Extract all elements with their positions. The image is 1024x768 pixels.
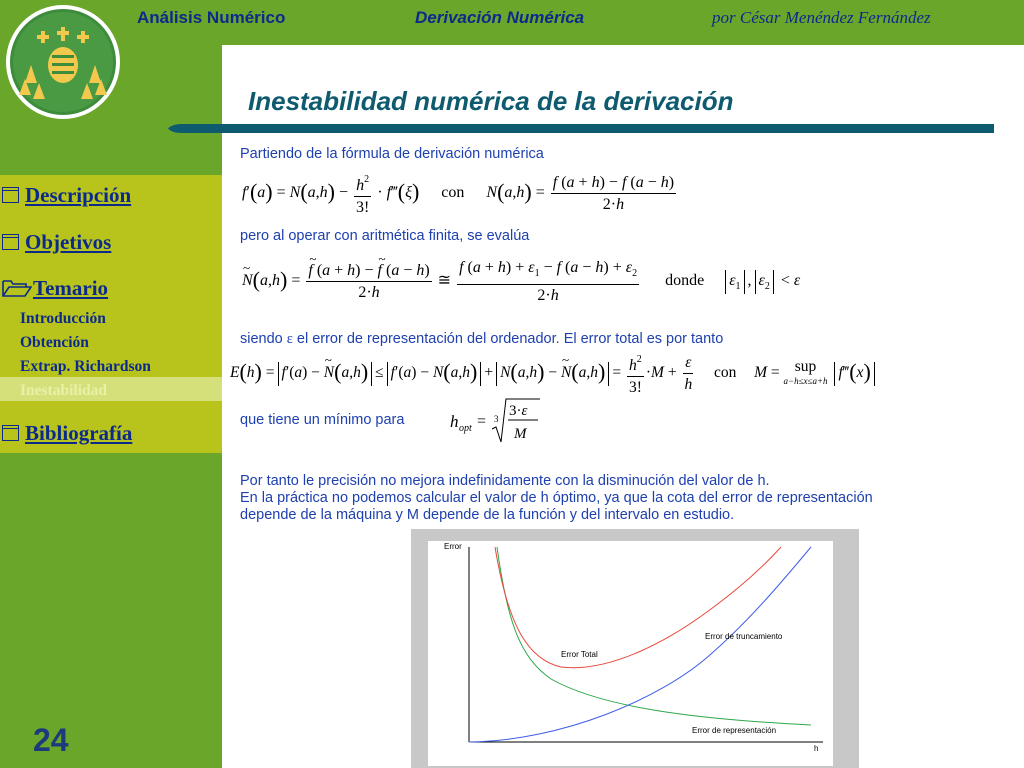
author-name: por César Menéndez Fernández xyxy=(712,8,931,27)
checkbox-icon xyxy=(2,234,19,250)
conclusion-paragraph xyxy=(240,473,873,524)
menu-item-bibliografia[interactable] xyxy=(2,421,132,446)
curve-representation-label: Error de representación xyxy=(692,726,777,735)
course-title: Análisis Numérico xyxy=(137,8,286,27)
text-siendo: siendo xyxy=(240,331,283,347)
curve-truncation xyxy=(469,547,811,742)
formula-word-sup: sup xyxy=(794,357,817,375)
checkbox-icon xyxy=(2,187,19,203)
conclusion-line: En la práctica no podemos calcular el valor de h óptimo, ya que la cota del error de representación xyxy=(240,490,873,506)
svg-text:opt: opt xyxy=(459,423,472,434)
formula-word-con: con xyxy=(441,184,465,202)
svg-text:=: = xyxy=(477,413,487,430)
submenu-item-obtencion[interactable]: Obtención xyxy=(20,334,89,351)
menu-item-temario[interactable] xyxy=(2,276,108,301)
menu-item-label: Objetivos xyxy=(25,230,112,254)
folder-open-icon xyxy=(2,279,32,297)
error-graph xyxy=(411,529,859,768)
svg-text:M: M xyxy=(514,426,527,442)
menu-item-label: Bibliografía xyxy=(25,421,133,445)
topic-title: Derivación Numérica xyxy=(415,8,585,27)
page-number: 24 xyxy=(33,722,69,758)
menu-item-label: Temario xyxy=(33,276,109,300)
conclusion-line: Por tanto le precisión no mejora indefinidamente con la disminución del valor de h. xyxy=(240,473,770,489)
curve-total xyxy=(495,547,781,668)
checkbox-icon xyxy=(2,425,19,441)
epsilon-symbol: ε xyxy=(286,331,293,347)
slide-title: Inestabilidad numérica de la derivación xyxy=(248,86,734,116)
text-line-error xyxy=(240,331,723,348)
curve-truncation-label: Error de truncamiento xyxy=(705,632,783,641)
menu-item-descripcion[interactable] xyxy=(2,183,131,208)
svg-text:3·ε: 3·ε xyxy=(509,403,528,419)
formula-derivative: f′(a) = N(a,h) − $\frac{h^2}{3!}$ · f‴(ξ) con N(a,h) = $\frac{f (a + h) - f (a - h)}{2\cdot h}$ xyxy=(242,170,678,217)
submenu-item-richardson[interactable]: Extrap. Richardson xyxy=(20,358,151,375)
formula-h-optimal xyxy=(448,395,543,447)
svg-text:h: h xyxy=(450,412,459,431)
text-line-minimum: que tiene un mínimo para xyxy=(240,412,405,428)
menu-item-label: Descripción xyxy=(25,183,132,207)
formula-word-con-2: con xyxy=(713,364,737,382)
text-line-intro: Partiendo de la fórmula de derivación numérica xyxy=(240,146,544,162)
text-error-total: el error de representación del ordenador. El error total es por tanto xyxy=(296,331,724,347)
menu-item-objetivos[interactable] xyxy=(2,230,111,255)
curve-total-label: Error Total xyxy=(561,650,598,659)
formula-finite-eval: ~ N(a,h) = ~ $\frac{f (a + h) - \sim f (a - h)}{2\cdot h}$ ≅ $\frac{f (a + h) + \varepsilon_1 - f (a - h) + \varepsilon_2}{2\cdot h}$ donde $\varepsilon_1$ , $\varepsilon_2 < \varepsilon$ xyxy=(242,258,800,305)
submenu-item-introduccion[interactable]: Introducción xyxy=(20,310,106,327)
formula-word-donde: donde xyxy=(665,272,705,290)
university-seal-icon xyxy=(3,3,123,121)
graph-y-label: Error xyxy=(444,542,462,551)
formula-total-error: E(h) = f′(a) − ~ N(a,h) ≤ f′(a) − N(a,h) + N(a,h) − ~ N(a,h) = $\frac{h^2}{3!}$ ·M + $\frac{\varepsilon}{h}$ con M = sup a−h≤x≤a+h f‴(x) xyxy=(230,350,878,397)
graph-x-label: h xyxy=(814,744,819,753)
formula-sup-range: a−h≤x≤a+h xyxy=(783,375,828,386)
submenu-item-inestabilidad[interactable]: Inestabilidad xyxy=(20,382,108,399)
text-line-finite: pero al operar con aritmética finita, se evalúa xyxy=(240,228,530,244)
conclusion-line: depende de la máquina y M depende de la función y del intervalo en estudio. xyxy=(240,507,735,523)
title-underline xyxy=(168,124,994,133)
svg-text:3: 3 xyxy=(494,414,499,424)
